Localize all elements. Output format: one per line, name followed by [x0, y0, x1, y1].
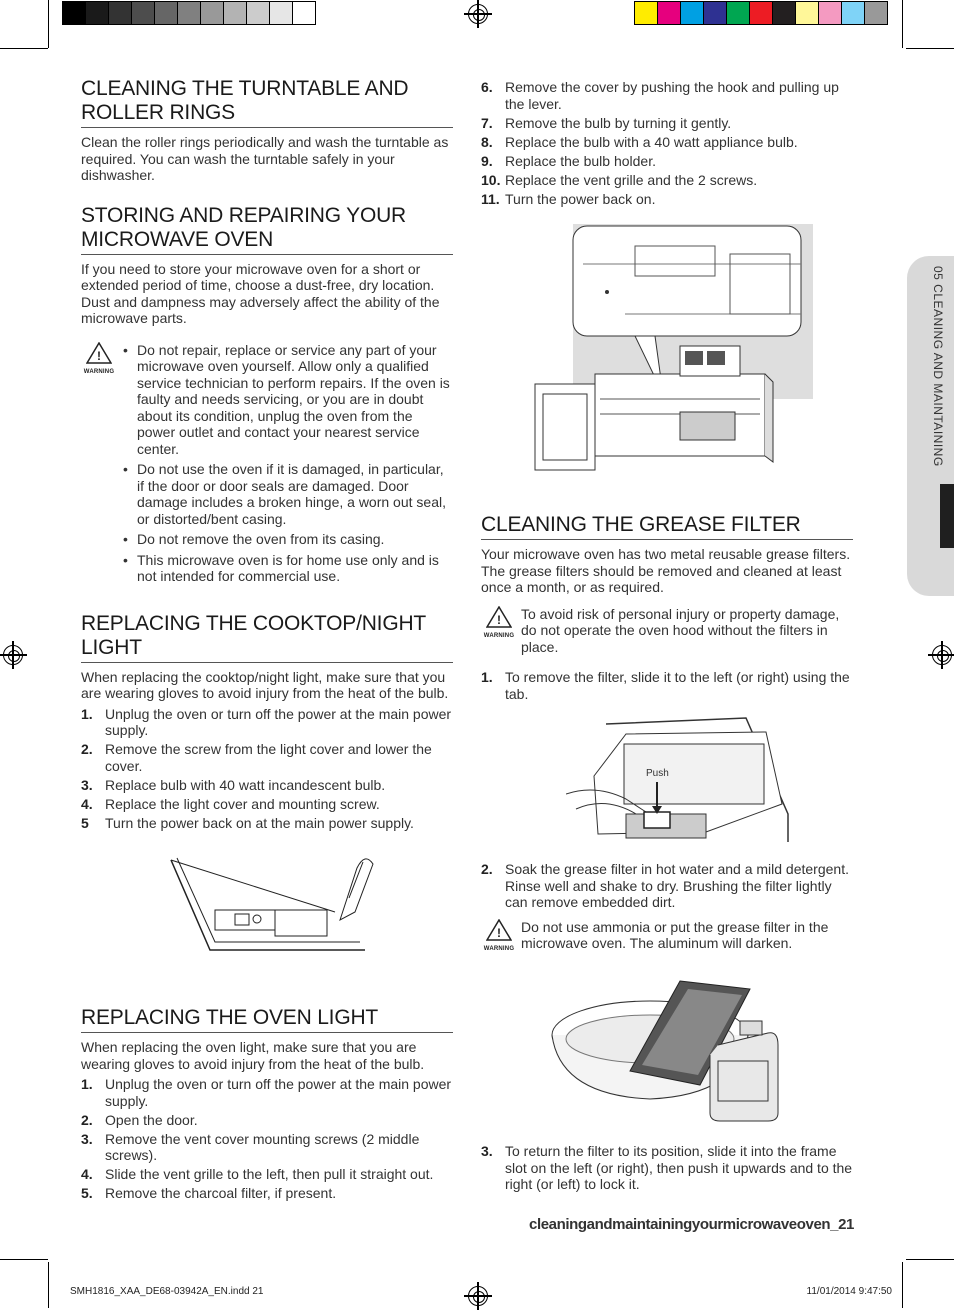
step-number: 2. — [81, 1111, 93, 1128]
step-item — [481, 79, 853, 112]
warning-label: WARNING — [483, 632, 515, 639]
bullet-item: • Do not remove the oven from its casing. — [121, 531, 453, 548]
step-text: Remove the charcoal filter, if present. — [105, 1185, 337, 1201]
step-text: Remove the screw from the light cover and lower the cover. — [105, 741, 432, 774]
crop-mark — [902, 1262, 903, 1308]
process-color-bars — [634, 1, 888, 25]
step-text: Turn the power back on. — [505, 190, 656, 207]
grease-step-1 — [481, 669, 853, 702]
cooktop-heading: REPLACING THE COOKTOP/NIGHT LIGHT — [81, 612, 453, 663]
warning-label: WARNING — [483, 945, 515, 952]
cooktop-body: When replacing the cooktop/night light, make sure that you are wearing gloves to avoid injury from the heat of the bulb. — [81, 668, 449, 701]
svg-text:!: ! — [497, 612, 501, 627]
grease-step-3 — [481, 1143, 853, 1193]
step-number: 1. — [481, 669, 493, 685]
step-item — [81, 706, 453, 739]
right-column-top — [481, 79, 853, 210]
grease-warning-1 — [481, 606, 853, 656]
grease-filter-section-end — [481, 1143, 853, 1195]
oven-light-body: When replacing the oven light, make sure that you are wearing gloves to avoid injury from the heat of the bulb. — [81, 1039, 425, 1072]
step-text: Turn the power back on at the main power supply. — [105, 814, 414, 831]
oven-light-step-list — [81, 1076, 453, 1202]
gray-swatch — [132, 2, 155, 24]
crop-mark — [0, 1259, 48, 1260]
gray-swatch — [155, 2, 178, 24]
storing-warning — [81, 342, 453, 585]
step-number: 3. — [81, 776, 93, 793]
color-swatch — [635, 2, 658, 24]
step-number: 11. — [481, 190, 500, 207]
step-number: 5 — [81, 814, 89, 831]
step-item — [81, 1185, 453, 1202]
step-text: Replace the bulb with a 40 watt appliance bulb. — [505, 133, 798, 150]
left-column — [81, 77, 453, 834]
step-item — [81, 1131, 453, 1164]
step-item — [81, 1112, 453, 1129]
step-item — [481, 669, 853, 702]
oven-light-heading: REPLACING THE OVEN LIGHT — [81, 1006, 453, 1033]
color-swatch — [750, 2, 773, 24]
turntable-heading: CLEANING THE TURNTABLE AND ROLLER RINGS — [81, 77, 453, 128]
grease-warning-1-text: To avoid risk of personal injury or property damage, do not operate the oven hood without the filters in place. — [521, 605, 840, 655]
step-text: Slide the vent grille to the left, then pull it straight out. — [105, 1166, 434, 1182]
push-label: Push — [646, 768, 669, 779]
step-text: To return the filter to its position, slide it into the frame slot on the left (or right), then push it upwards and to the right (or left) to lock it. — [505, 1143, 853, 1192]
step-item — [481, 153, 853, 170]
color-swatch — [773, 2, 796, 24]
warning-icon — [481, 606, 517, 639]
step-number: 2. — [81, 741, 93, 757]
crop-mark — [48, 1262, 49, 1308]
crop-mark — [902, 0, 903, 48]
svg-text:!: ! — [497, 925, 501, 940]
color-swatch — [865, 2, 887, 24]
cooktop-light-illustration — [165, 850, 385, 972]
step-item — [481, 134, 853, 151]
storing-bullet-list — [121, 342, 453, 585]
gray-swatch — [270, 2, 293, 24]
step-number: 7. — [481, 114, 493, 131]
grease-filter-push-illustration — [566, 714, 792, 842]
grease-filter-section-cont — [481, 861, 853, 952]
color-swatch — [681, 2, 704, 24]
grease-warning-2-text: Do not use ammonia or put the grease filter in the microwave oven. The aluminum will darken. — [521, 918, 829, 951]
svg-text:!: ! — [97, 348, 101, 363]
storing-body: If you need to store your microwave oven for a short or extended period of time, choose a dust-free, dry location. Dust and dampness may adversely affect the ability of the microwave parts. — [81, 260, 440, 326]
gray-swatch — [201, 2, 224, 24]
grease-filter-section — [481, 513, 853, 705]
grease-filter-body: Your microwave oven has two metal reusable grease filters. The grease filters should be removed and cleaned at least once a month, or as required. — [481, 546, 851, 595]
warning-label: WARNING — [83, 368, 115, 375]
crop-mark — [906, 1259, 954, 1260]
step-text: To remove the filter, slide it to the left (or right) using the tab. — [505, 669, 850, 702]
gray-swatch — [293, 2, 315, 24]
step-item — [81, 741, 453, 774]
step-number: 8. — [481, 133, 493, 150]
step-text: Replace the vent grille and the 2 screws. — [505, 171, 758, 188]
color-swatch — [819, 2, 842, 24]
step-number: 6. — [481, 79, 493, 95]
grease-filter-heading: CLEANING THE GREASE FILTER — [481, 513, 853, 540]
step-number: 2. — [481, 861, 493, 877]
step-text: Remove the cover by pushing the hook and pulling up the lever. — [505, 79, 839, 112]
step-number: 3. — [81, 1130, 93, 1147]
grease-warning-2 — [481, 919, 853, 952]
registration-mark-icon — [468, 4, 488, 24]
step-item — [81, 815, 453, 832]
oven-light-step-list-continued — [481, 79, 853, 207]
bullet-item: • This microwave oven is for home use only and is not intended for commercial use. — [121, 552, 453, 585]
cooktop-step-list — [81, 706, 453, 832]
color-swatch — [796, 2, 819, 24]
step-text: Replace the bulb holder. — [505, 152, 656, 169]
step-text: Replace bulb with 40 watt incandescent bulb. — [105, 776, 386, 793]
step-number: 9. — [481, 152, 493, 169]
step-text: Remove the vent cover mounting screws (2 middle screws). — [105, 1130, 420, 1163]
step-item — [81, 1166, 453, 1183]
step-text: Soak the grease filter in hot water and a mild detergent. Rinse well and shake to dry. Brushing the filter lightly can remove embedded dirt. — [505, 861, 849, 910]
registration-mark-icon — [468, 1286, 488, 1306]
page-footer: cleaningandmaintainingyourmicrowaveoven_21 — [529, 1216, 854, 1233]
file-slug: SMH1816_XAA_DE68-03942A_EN.indd 21 — [70, 1286, 264, 1297]
crop-mark — [0, 48, 48, 49]
bullet-item: • Do not repair, replace or service any part of your microwave oven yourself. Allow only a qualified service technician to perform repairs. If the oven is faulty and needs servicing, or you are in doubt about its condition, unplug the oven from the power outlet and contact your nearest service center. — [121, 342, 453, 458]
turntable-body: Clean the roller rings periodically and wash the turntable as required. You can wash the turntable safely in your dishwasher. — [81, 134, 449, 183]
step-item — [481, 861, 853, 911]
color-swatch — [727, 2, 750, 24]
color-swatch — [658, 2, 681, 24]
color-swatch — [704, 2, 727, 24]
step-text: Unplug the oven or turn off the power at the main power supply. — [105, 705, 452, 738]
step-text: Replace the light cover and mounting screw. — [105, 795, 380, 812]
color-swatch — [842, 2, 865, 24]
warning-icon — [481, 919, 517, 952]
step-item — [481, 191, 853, 208]
grease-filter-soak-illustration — [550, 975, 786, 1123]
crop-mark — [906, 48, 954, 49]
step-item — [81, 777, 453, 794]
date-slug: 11/01/2014 9:47:50 — [806, 1286, 892, 1297]
step-number: 4. — [81, 795, 93, 812]
gray-color-bars — [62, 1, 316, 25]
registration-mark-icon — [3, 645, 23, 665]
gray-swatch — [247, 2, 270, 24]
step-item — [481, 115, 853, 132]
step-item — [481, 1143, 853, 1193]
registration-mark-icon — [932, 645, 952, 665]
crop-mark — [48, 0, 49, 48]
step-number: 3. — [481, 1143, 493, 1159]
warning-icon — [81, 342, 117, 375]
step-text: Unplug the oven or turn off the power at the main power supply. — [105, 1076, 452, 1109]
step-item — [81, 796, 453, 813]
gray-swatch — [63, 2, 86, 24]
gray-swatch — [178, 2, 201, 24]
step-item — [81, 1076, 453, 1109]
step-number: 1. — [81, 705, 93, 722]
step-text: Remove the bulb by turning it gently. — [505, 114, 732, 131]
step-text: Open the door. — [105, 1111, 198, 1128]
step-number: 1. — [81, 1076, 93, 1092]
chapter-side-tab — [907, 256, 954, 596]
chapter-tab-label: 05 CLEANING AND MAINTAINING — [931, 266, 945, 467]
chapter-tab-marker — [940, 484, 954, 548]
gray-swatch — [224, 2, 247, 24]
step-number: 4. — [81, 1166, 93, 1182]
gray-swatch — [86, 2, 109, 24]
oven-light-illustration — [525, 224, 815, 482]
step-number: 5. — [81, 1185, 93, 1201]
oven-light-section — [81, 1006, 453, 1204]
grease-step-2 — [481, 861, 853, 911]
step-number: 10. — [481, 171, 501, 188]
bullet-item: • Do not use the oven if it is damaged, in particular, if the door or door seals are damaged. Door damage includes a broken hinge, a worn out seal, or distorted/bent casing. — [121, 461, 453, 527]
storing-heading: STORING AND REPAIRING YOUR MICROWAVE OVEN — [81, 204, 453, 255]
gray-swatch — [109, 2, 132, 24]
step-item — [481, 172, 853, 189]
